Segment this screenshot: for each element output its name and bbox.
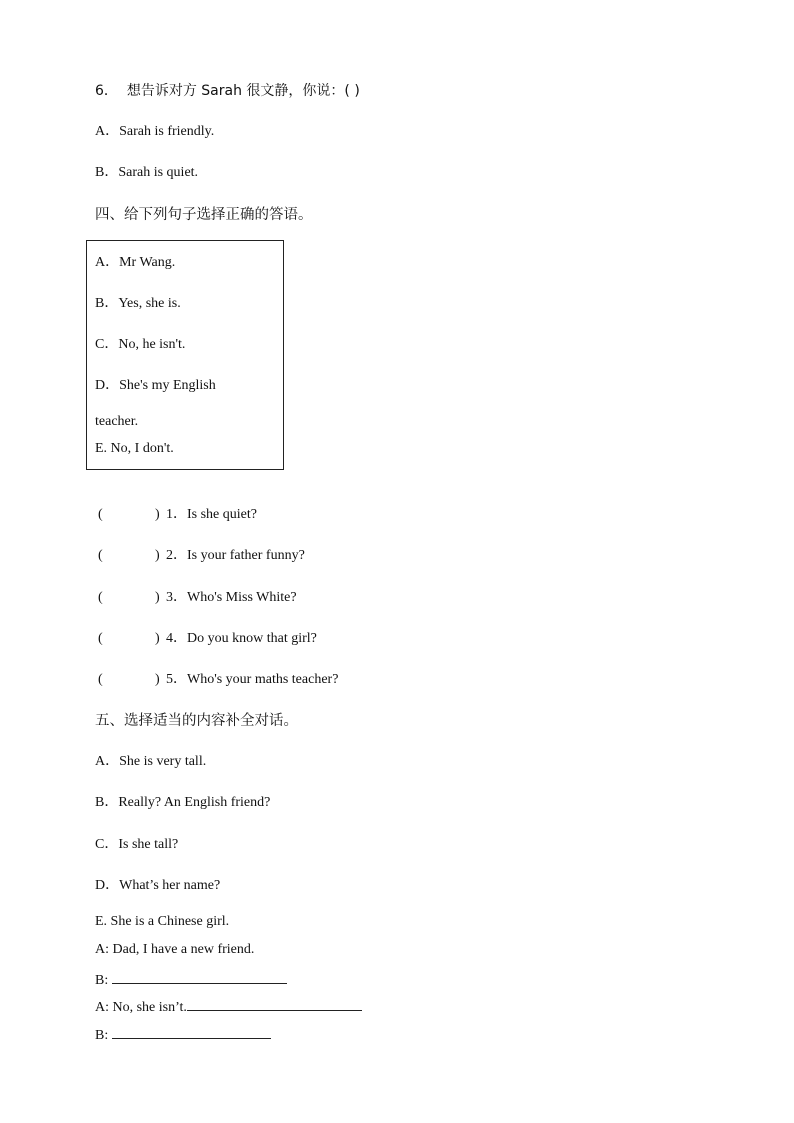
answer-blank[interactable] xyxy=(187,996,362,1011)
answer-paren-open[interactable]: ( xyxy=(98,548,103,563)
dialogue-line-3 xyxy=(95,996,362,1017)
section-5-title: 五、选择适当的内容补全对话。 xyxy=(95,713,298,729)
speaker-label: B: xyxy=(95,973,112,988)
question-text: 1．Is she quiet? xyxy=(166,507,257,522)
answer-blank[interactable] xyxy=(112,969,287,984)
dialogue-line-1: A: Dad, I have a new friend. xyxy=(95,942,255,957)
answer-blank[interactable] xyxy=(112,1024,271,1039)
question-text: 想告诉对方 Sarah 很文静，你说：( ) xyxy=(126,83,360,99)
box-option-e: E. No, I don't. xyxy=(95,441,174,456)
answer-paren-open[interactable]: ( xyxy=(98,590,103,605)
s5-option-a: A．She is very tall. xyxy=(95,754,207,769)
q6-option-a: A．Sarah is friendly. xyxy=(95,124,215,139)
answer-options-box xyxy=(86,240,284,470)
dialogue-line-4 xyxy=(95,1024,271,1045)
answer-paren-close: ) xyxy=(155,590,160,605)
box-option-c: C．No, he isn't. xyxy=(95,337,186,352)
box-option-a: A．Mr Wang. xyxy=(95,255,176,270)
question-6-stem xyxy=(95,82,360,100)
answer-paren-close: ) xyxy=(155,631,160,646)
speaker-label: B: xyxy=(95,1028,112,1043)
section-4-title: 四、给下列句子选择正确的答语。 xyxy=(95,207,313,223)
question-number: 6． xyxy=(95,83,118,99)
q6-option-b: B．Sarah is quiet. xyxy=(95,165,199,180)
question-text: 5．Who's your maths teacher? xyxy=(166,672,339,687)
dialogue-text: A: No, she isn’t. xyxy=(95,1000,187,1015)
s5-option-e: E. She is a Chinese girl. xyxy=(95,914,230,929)
question-text: 4．Do you know that girl? xyxy=(166,631,317,646)
s5-option-c: C．Is she tall? xyxy=(95,837,179,852)
answer-paren-open[interactable]: ( xyxy=(98,507,103,522)
question-text: 3．Who's Miss White? xyxy=(166,590,297,605)
s5-option-d: D．What’s her name? xyxy=(95,878,221,893)
answer-paren-open[interactable]: ( xyxy=(98,672,103,687)
box-option-d: D．She's my English xyxy=(95,378,216,393)
box-option-d-cont: teacher. xyxy=(95,414,139,429)
s5-option-b: B．Really? An English friend? xyxy=(95,795,271,810)
answer-paren-close: ) xyxy=(155,507,160,522)
question-text: 2．Is your father funny? xyxy=(166,548,305,563)
box-option-b: B．Yes, she is. xyxy=(95,296,181,311)
answer-paren-close: ) xyxy=(155,548,160,563)
answer-paren-open[interactable]: ( xyxy=(98,631,103,646)
answer-paren-close: ) xyxy=(155,672,160,687)
dialogue-line-2 xyxy=(95,969,287,990)
